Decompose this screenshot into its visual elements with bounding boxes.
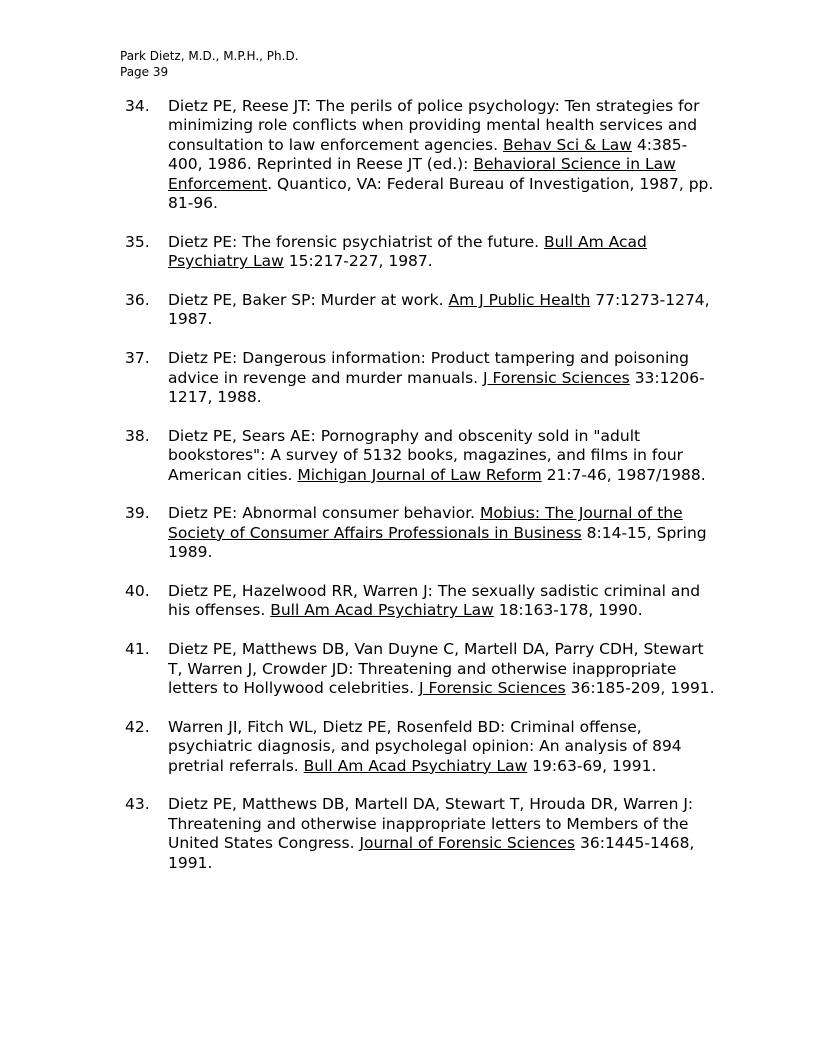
reference-text [168,640,720,698]
journal-title: Behavioral Science in Law Enforcement [168,155,676,193]
reference-number: 43. [125,795,150,814]
journal-title: Bull Am Acad Psychiatry Law [270,601,494,620]
reference-segment: Dietz PE: Dangerous information: Product tampering and poisoning advice in revenge and murder manuals. [168,349,689,387]
journal-title: Bull Am Acad Psychiatry Law [168,232,647,271]
reference-text [168,504,720,562]
reference-segment: 77:1273-1274, 1987. [168,291,710,329]
reference-segment: Dietz PE, Matthews DB, Martell DA, Stewart T, Hrouda DR, Warren J: Threatening and otherwise inappropriate letters to Members of the United States Congress. [168,795,694,853]
reference-number: 36. [125,291,150,310]
reference-item [120,795,720,873]
journal-title: Mobius: The Journal of the Society of Consumer Affairs Professionals in Business [168,504,683,542]
reference-segment: 15:217-227, 1987. [283,252,433,271]
reference-number: 41. [125,640,150,659]
reference-number: 34. [125,97,150,115]
reference-text [168,349,720,407]
journal-title: Journal of Forensic Sciences [359,834,576,853]
reference-item [120,97,720,213]
reference-text [168,233,720,272]
reference-text [168,291,720,330]
reference-item [120,233,720,272]
reference-item [120,718,720,776]
reference-segment: Dietz PE, Sears AE: Pornography and obscenity sold in "adult bookstores": A survey of 5132 books, magazines, and films in four American cities. [168,426,684,484]
reference-segment: 33:1206-1217, 1988. [168,368,705,407]
reference-item [120,504,720,562]
reference-segment: 18:163-178, 1990. [493,601,643,620]
reference-number: 40. [125,582,150,601]
reference-segment: 21:7-46, 1987/1988. [541,465,706,484]
reference-item [120,349,720,407]
reference-segment: Dietz PE, Baker SP: Murder at work. [168,291,449,310]
reference-segment: 36:185-209, 1991. [565,679,715,698]
reference-number: 38. [125,426,150,445]
reference-segment: Dietz PE, Reese JT: The perils of police psychology: Ten strategies for minimizing role conflicts when providing mental health services and consultation to law enforcement agencies. [168,97,700,154]
author-line: Park Dietz, M.D., M.P.H., Ph.D. [120,49,299,63]
reference-segment: 19:63-69, 1991. [527,756,657,775]
reference-number: 42. [125,717,150,736]
reference-segment: Dietz PE: Abnormal consumer behavior. [168,504,481,523]
reference-text [168,582,720,621]
journal-title: J Forensic Sciences [419,679,566,698]
reference-item [120,640,720,698]
page-header [120,48,299,80]
reference-text [168,718,720,776]
reference-item [120,582,720,621]
reference-number: 39. [125,504,150,523]
reference-list [120,97,720,893]
journal-title: J Forensic Sciences [483,368,630,387]
journal-title: Michigan Journal of Law Reform [297,465,542,484]
journal-title: Behav Sci & Law [502,135,632,154]
reference-text [168,427,720,485]
reference-number: 35. [125,232,150,251]
reference-segment: 4:385-400, 1986. Reprinted in Reese JT (ed.): [168,135,688,174]
reference-number: 37. [125,349,150,368]
reference-text [168,795,720,873]
reference-segment: 8:14-15, Spring 1989. [168,523,707,562]
page-number: Page 39 [120,65,169,79]
reference-text [168,97,720,213]
journal-title: Bull Am Acad Psychiatry Law [303,756,528,775]
reference-segment: Warren JI, Fitch WL, Dietz PE, Rosenfeld BD: Criminal offense, psychiatric diagnosis, and psycholegal opinion: An analysis of 894 pretrial referrals. [168,717,682,775]
reference-segment: Dietz PE, Matthews DB, Van Duyne C, Martell DA, Parry CDH, Stewart T, Warren J, Crowder JD: Threatening and otherwise inappropriate letters to Hollywood celebrities. [168,640,704,698]
reference-segment: Dietz PE: The forensic psychiatrist of the future. [168,232,545,251]
reference-segment: 36:1445-1468, 1991. [168,834,695,872]
reference-item [120,291,720,330]
reference-segment: . Quantico, VA: Federal Bureau of Investigation, 1987, pp. 81-96. [168,174,714,213]
reference-item [120,427,720,485]
journal-title: Am J Public Health [448,291,591,310]
reference-segment: Dietz PE, Hazelwood RR, Warren J: The sexually sadistic criminal and his offenses. [168,582,701,620]
